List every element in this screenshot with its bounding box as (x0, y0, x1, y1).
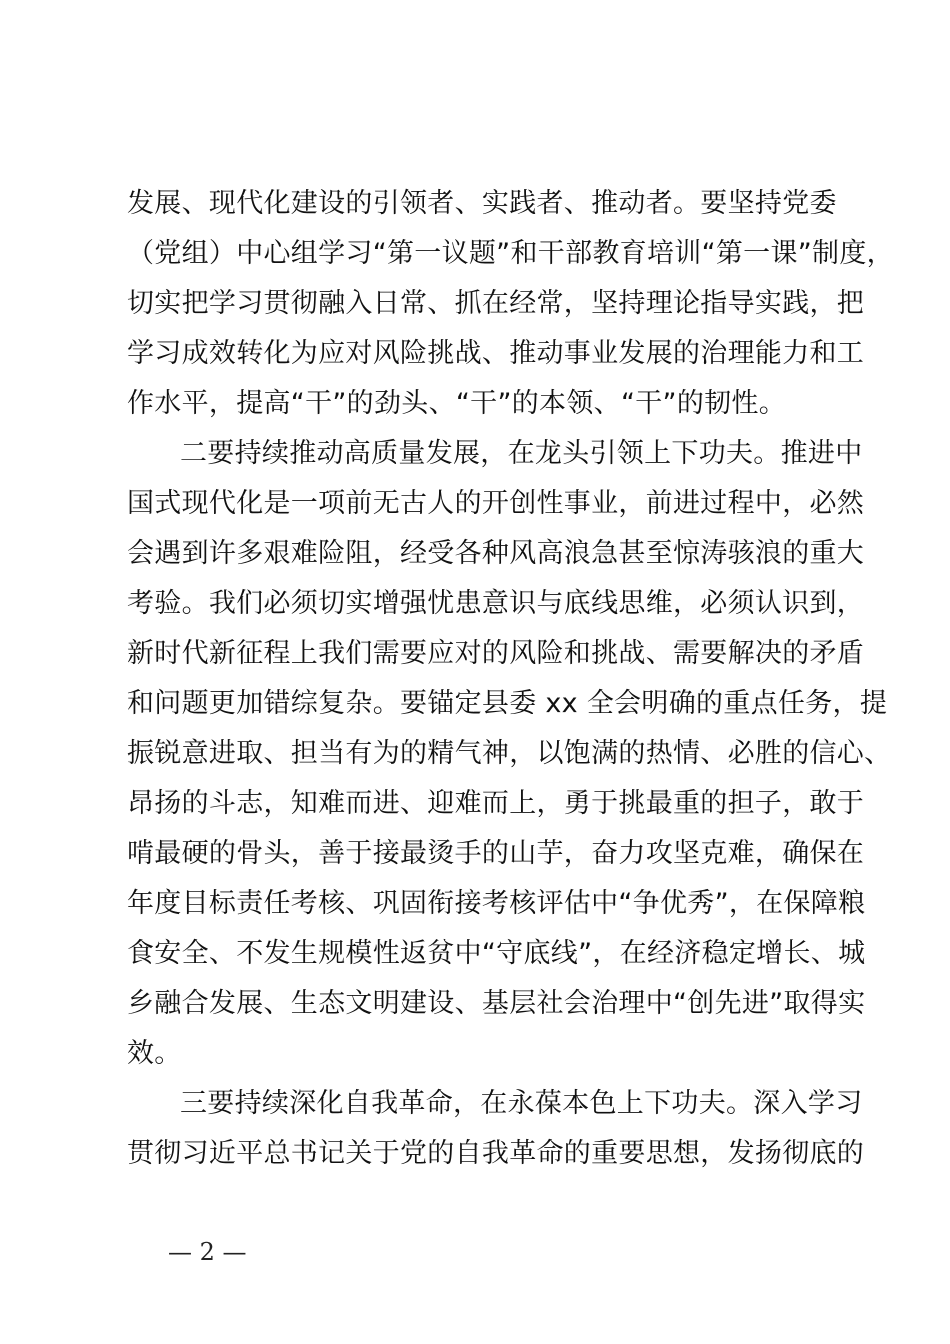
paragraph-start-line: 二要持续推动高质量发展，在龙头引领上下功夫。推进中 (180, 438, 863, 469)
text-line: 学习成效转化为应对风险挑战、推动事业发展的治理能力和工 (127, 338, 865, 369)
text-line: 乡融合发展、生态文明建设、基层社会治理中“创先进”取得实 (127, 988, 866, 1019)
page-number: — 2 — (168, 1238, 247, 1266)
text-line: 作水平，提高“干”的劲头、“干”的本领、“干”的韧性。 (127, 388, 787, 419)
text-line: 国式现代化是一项前无古人的开创性事业，前进过程中，必然 (127, 488, 865, 519)
text-line: 食安全、不发生规模性返贫中“守底线”，在经济稳定增长、城 (127, 938, 866, 969)
text-line: 切实把学习贯彻融入日常、抓在经常，坚持理论指导实践，把 (127, 288, 865, 319)
paragraph-start-line: 三要持续深化自我革命，在永葆本色上下功夫。深入学习 (180, 1088, 863, 1119)
text-line: 昂扬的斗志，知难而进、迎难而上，勇于挑最重的担子，敢于 (127, 788, 865, 819)
text-line: 新时代新征程上我们需要应对的风险和挑战、需要解决的矛盾 (127, 638, 865, 669)
text-line: 效。 (127, 1038, 182, 1069)
text-line: 贯彻习近平总书记关于党的自我革命的重要思想，发扬彻底的 (127, 1138, 865, 1169)
text-line: 年度目标责任考核、巩固衔接考核评估中“争优秀”，在保障粮 (127, 888, 866, 919)
text-line: 和问题更加错综复杂。要锚定县委 xx 全会明确的重点任务，提 (127, 688, 888, 719)
text-line: （党组）中心组学习“第一议题”和干部教育培训“第一课”制度， (127, 238, 894, 269)
text-line: 啃最硬的骨头，善于接最烫手的山芋，奋力攻坚克难，确保在 (127, 838, 865, 869)
text-line: 发展、现代化建设的引领者、实践者、推动者。要坚持党委 (127, 188, 837, 219)
text-line: 考验。我们必须切实增强忧患意识与底线思维，必须认识到， (127, 588, 865, 619)
text-line: 振锐意进取、担当有为的精气神，以饱满的热情、必胜的信心、 (127, 738, 892, 769)
text-line: 会遇到许多艰难险阻，经受各种风高浪急甚至惊涛骇浪的重大 (127, 538, 865, 569)
